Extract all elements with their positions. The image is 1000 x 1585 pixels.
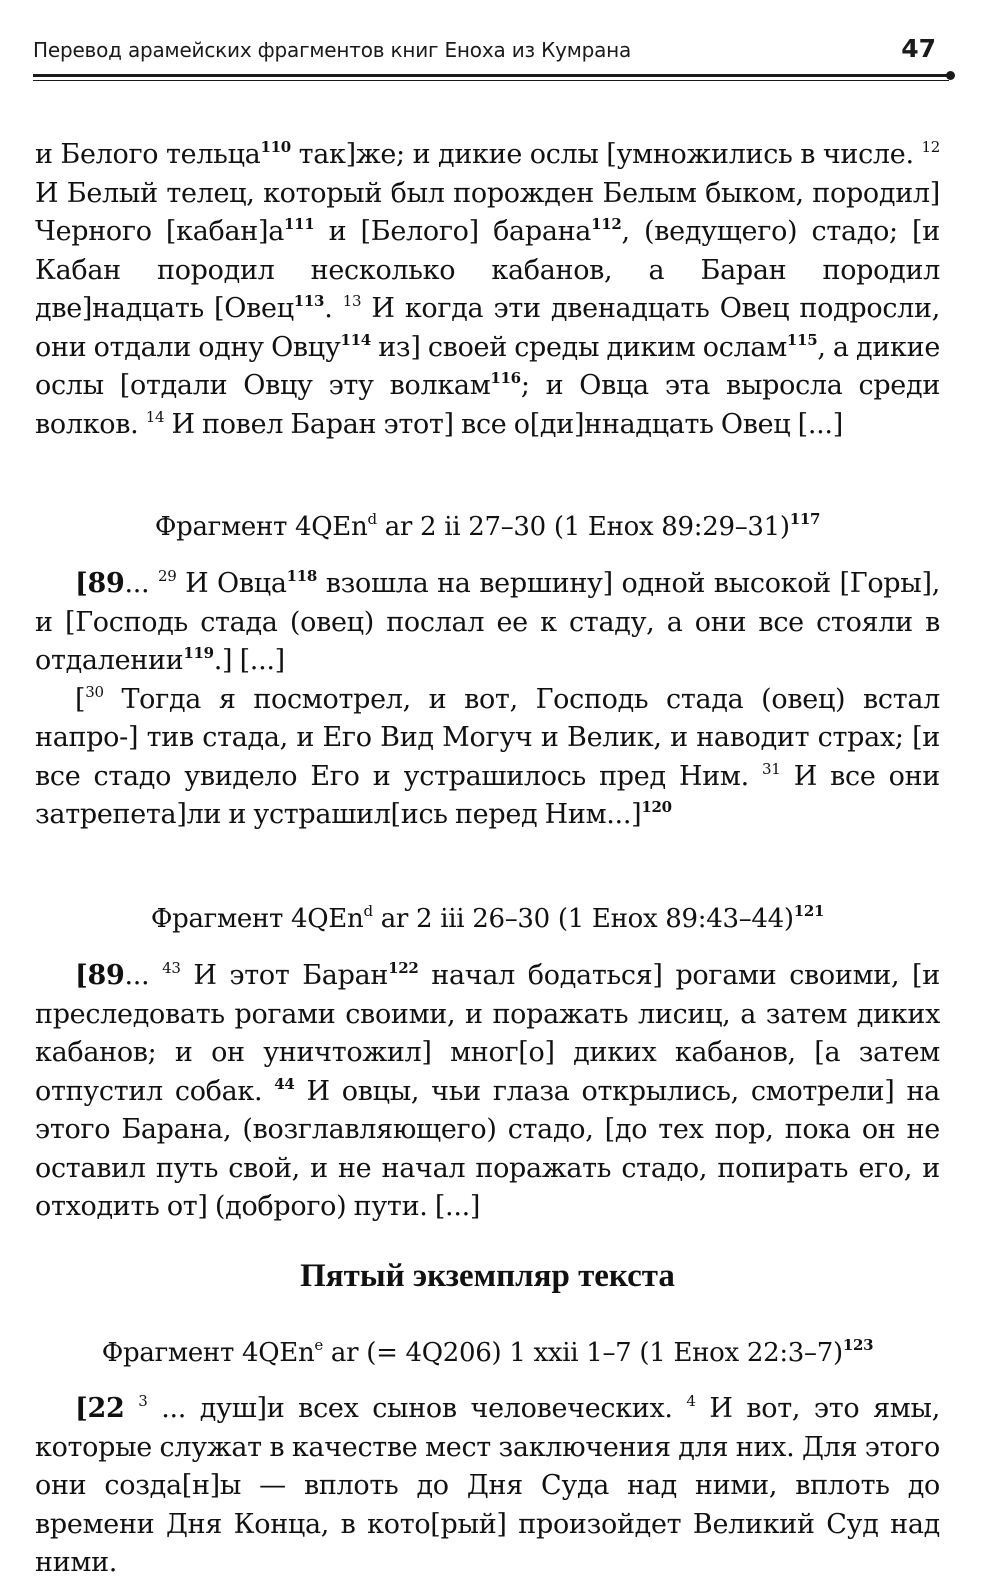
text-run: ... душ]и всех сынов человеческих.: [147, 1393, 687, 1424]
text-run: И этот Баран: [180, 960, 389, 991]
verse-number: 4: [686, 1392, 696, 1410]
paragraph: [35, 681, 940, 835]
verse-number: 30: [85, 682, 104, 701]
text-run: начал бодаться] рогами своими, [и преследовать рогами своими, и поражать лисиц, а затем диких кабанов; и он уничтожил] мног[о] диких кабанов, [а затем отпустил собак.: [35, 960, 940, 1107]
text-run: И когда эти двенадцать Овец подросли, они отдали одну Овцу: [35, 293, 940, 363]
text-run: так]же; и дикие ослы [умножились в числе.: [290, 139, 922, 170]
section-title: Пятый экземпляр текста: [300, 1258, 675, 1294]
text-run: , а дикие ослы [отдали Овцу эту волкам: [35, 331, 940, 401]
running-header: [33, 34, 938, 78]
verse-number: 13: [342, 292, 362, 310]
chapter-marker: [89: [75, 960, 125, 991]
text-run: из] своей среды диким ослам: [370, 331, 787, 363]
fragment-heading-3: [35, 1338, 940, 1368]
footnote-ref: 123: [842, 1336, 874, 1354]
heading-text: Фрагмент 4QEn: [150, 904, 364, 934]
fragment-heading-1: [35, 512, 940, 542]
text-run: [: [75, 683, 86, 715]
footnote-ref: 110: [260, 138, 291, 156]
footnote-ref: 113: [293, 292, 325, 310]
text-block-1: [35, 136, 940, 444]
footnote-ref: 120: [641, 798, 672, 816]
header-rule-thin: [33, 80, 949, 81]
footnote-ref: 119: [183, 644, 214, 662]
text-run: И Овца: [176, 568, 287, 599]
text-run: взошла на вершину] одной высокой [Горы], и [Господь стада (овец) послал ее к стаду, а они все стояли в отдалении: [35, 568, 940, 676]
text-run: .] [...]: [213, 645, 285, 676]
text-run: И вот, это ямы, которые служат в качестве мест заключения для них. Для этого они созда[н]ы — вплоть до Дня Суда над ними, вплоть до времени Дня Конца, в кото[рый] произойдет Великий Суд над ними.: [35, 1393, 940, 1578]
manuscript-sigla: d: [367, 510, 377, 528]
text-run: , (ведущего) стадо; [и Кабан породил несколько кабанов, а Баран породил две]надцать [Овец: [35, 216, 940, 324]
fragment-heading-2: [35, 904, 940, 934]
chapter-marker: [89: [75, 568, 125, 599]
text-run: ...: [124, 960, 163, 991]
text-run: Тогда я посмотрел, и вот, Господь стада (овец) встал напро-] тив стада, и Его Вид Могуч и Велик, и наводит страх; [и все стадо увидело Его и устрашилось пред Ним.: [35, 683, 940, 792]
footnote-ref: 118: [286, 567, 318, 585]
text-run: и [Белого] барана: [314, 216, 592, 247]
page-number: 47: [901, 34, 936, 63]
heading-text: Фрагмент 4QEn: [154, 512, 368, 542]
text-run: [124, 1393, 138, 1424]
text-run: .: [324, 293, 343, 324]
text-block-3: [35, 957, 940, 1227]
text-run: ; и Овца эта выросла среди волков.: [35, 370, 941, 440]
heading-text: ar (= 4Q206) 1 xxii 1–7 (1 Енох 22:3–7): [322, 1338, 843, 1368]
footnote-ref: 115: [786, 330, 818, 349]
paragraph: [35, 957, 940, 1227]
footnote-ref: 117: [789, 510, 821, 528]
paragraph: [35, 565, 940, 681]
verse-number: 31: [762, 759, 781, 778]
verse-number: 44: [274, 1074, 295, 1093]
paragraph: [35, 136, 940, 444]
verse-number: 29: [157, 567, 177, 585]
text-run: И овцы, чьи глаза открылись, смотрели] на этого Барана, (возглавляющего) стадо, [до тех пор, пока он не оставил путь свой, и не начал поражать стадо, попирать его, и отходить от] (доброго) пути. [...]: [35, 1075, 940, 1222]
footnote-ref: 112: [591, 215, 622, 233]
text-run: и Белого тельца: [35, 139, 261, 170]
footnote-ref: 121: [793, 902, 825, 920]
verse-number: 43: [162, 959, 181, 977]
manuscript-sigla: e: [314, 1336, 323, 1354]
chapter-marker: [22: [75, 1393, 125, 1424]
verse-number: 14: [145, 407, 165, 426]
heading-text: ar 2 ii 27–30 (1 Енох 89:29–31): [376, 512, 790, 542]
heading-text: Фрагмент 4QEn: [101, 1338, 315, 1368]
text-run: ...: [124, 568, 158, 599]
footnote-ref: 114: [340, 330, 371, 349]
heading-text: ar 2 iii 26–30 (1 Енох 89:43–44): [372, 904, 794, 934]
footnote-ref: 122: [388, 959, 419, 977]
paragraph: [35, 1390, 940, 1583]
text-block-2: [35, 565, 940, 835]
manuscript-sigla: d: [363, 902, 373, 920]
header-rule: [33, 74, 949, 77]
header-rule-dot: [946, 71, 955, 80]
text-block-4: [35, 1390, 940, 1583]
verse-number: 12: [921, 138, 940, 156]
footnote-ref: 116: [490, 369, 521, 387]
running-title: Перевод арамейских фрагментов книг Еноха из Кумрана: [33, 38, 632, 62]
text-run: И повел Баран этот] все о[ди]ннадцать Овец [...]: [164, 408, 843, 440]
verse-number: 3: [138, 1392, 148, 1410]
text-run: И все они затрепета]ли и устрашил[ись перед Ним...]: [35, 760, 941, 830]
footnote-ref: 111: [284, 215, 315, 233]
text-run: И Белый телец, который был порожден Белым быком, породил] Черного [кабан]а: [35, 177, 940, 247]
